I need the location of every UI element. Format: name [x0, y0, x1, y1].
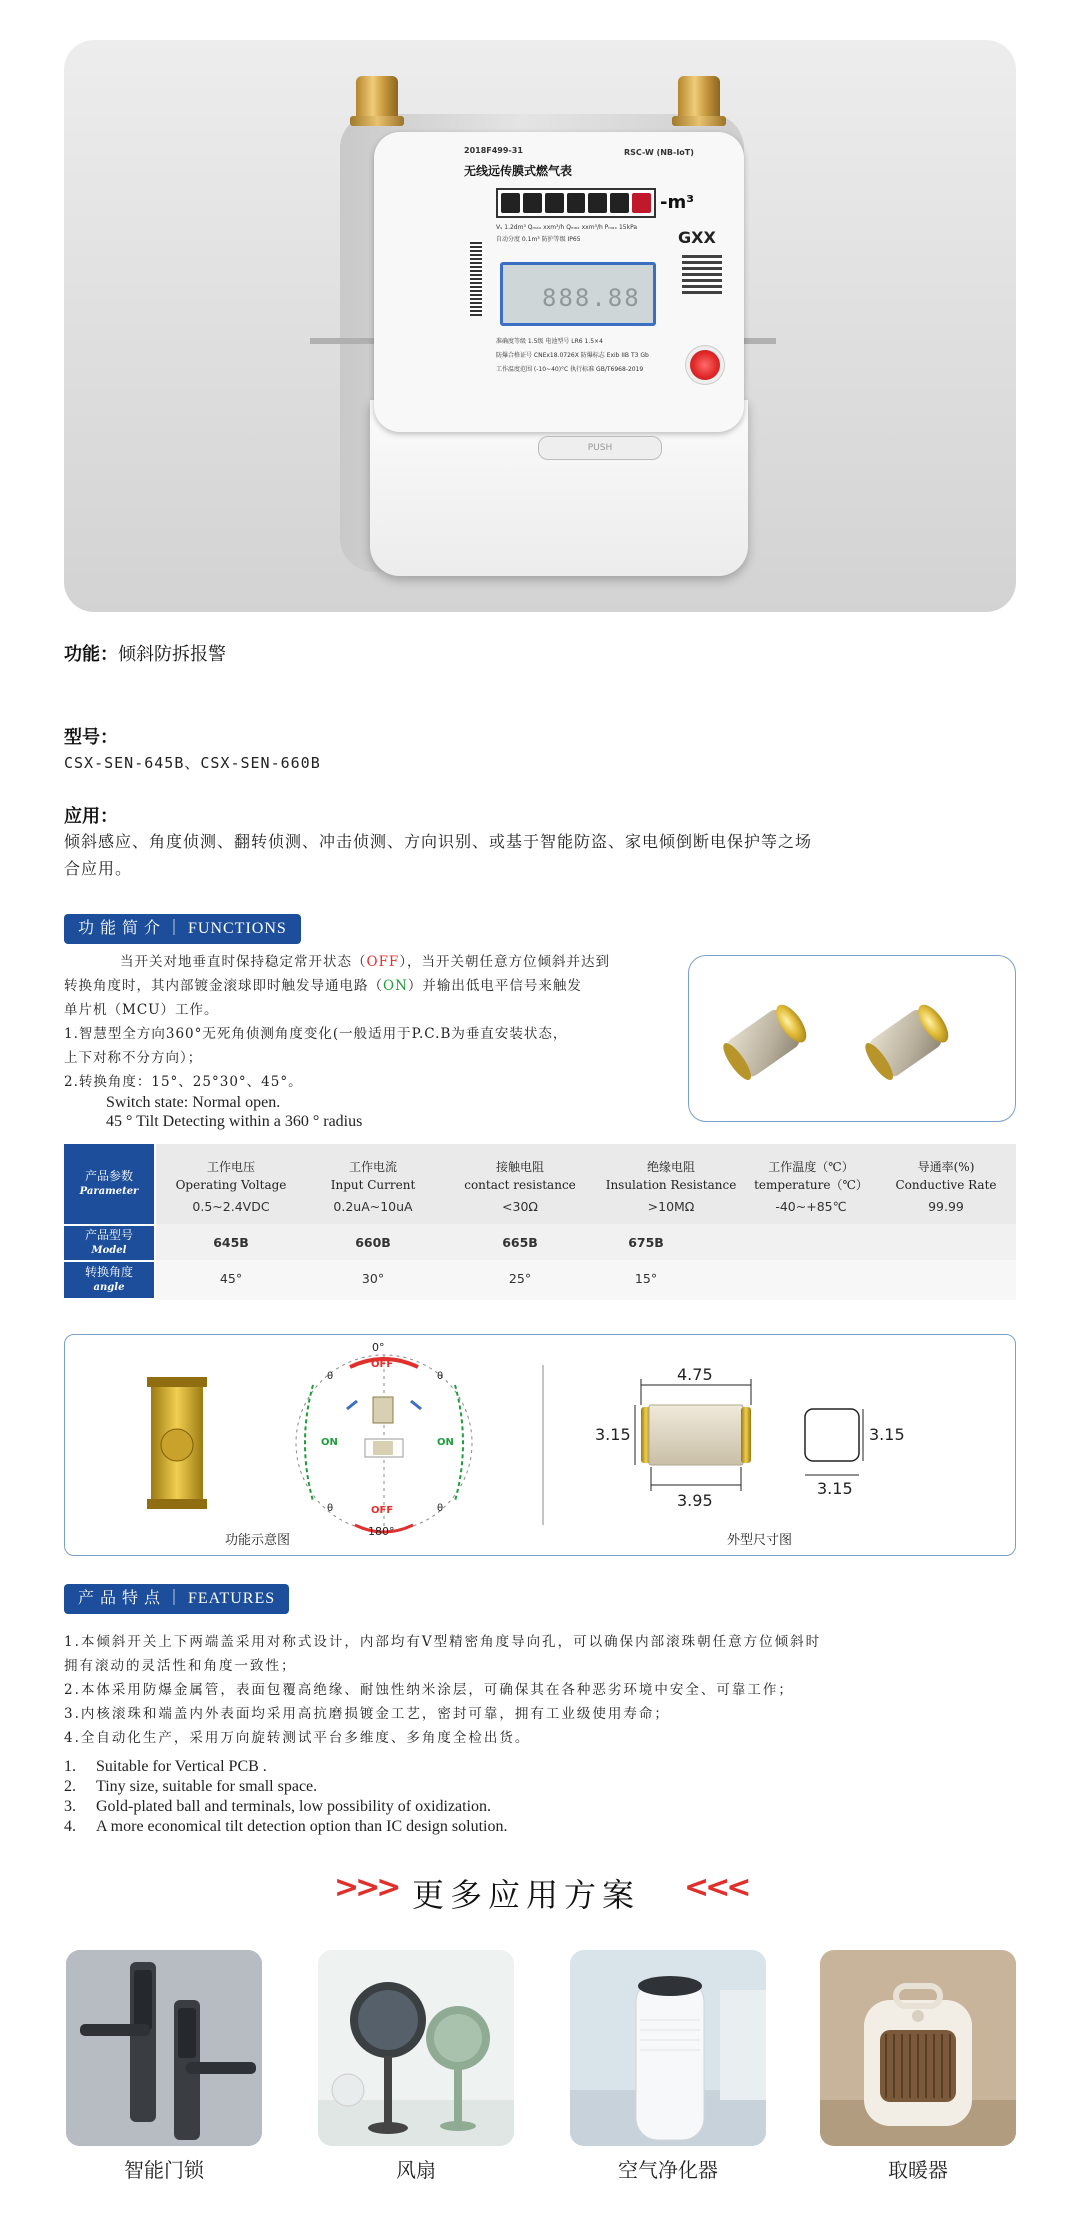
features-text: [64, 1630, 1024, 1750]
application-line-2: 合应用。: [64, 859, 133, 878]
spec-line-2: 自动分度 0.1m³ 防护等级 IP65: [496, 236, 581, 243]
functions-line-2: 转换角度时，其内部镀金滚球即时触发导通电路（ON）并输出低电平信号来触发: [64, 978, 582, 994]
theta-label: θ: [327, 1371, 334, 1382]
meter-button-icon: [690, 350, 720, 380]
dim-height: 3.15: [595, 1425, 631, 1444]
theta-label: θ: [327, 1503, 334, 1514]
app-label: 风扇: [396, 2158, 436, 2182]
table-header: 工作电压 Operating Voltage: [175, 1160, 287, 1192]
meter-inlet-pipe: [356, 76, 398, 118]
deg-top: 0°: [372, 1341, 385, 1354]
app-image-smart-lock: [66, 1950, 262, 2146]
app-label: 空气净化器: [618, 2158, 718, 2182]
function-label: 功能：: [64, 644, 118, 665]
on-label: ON: [383, 978, 408, 994]
table-cell: >10MΩ: [647, 1199, 695, 1214]
feature-en-item: 4. A more economical tilt detection option than IC design solution.: [64, 1818, 508, 1835]
feature-en-item: 1. Suitable for Vertical PCB .: [64, 1758, 267, 1775]
push-button: PUSH: [538, 436, 662, 460]
table-cell: -40~+85℃: [775, 1199, 847, 1214]
table-header: 工作电流 Input Current: [330, 1160, 416, 1192]
table-cell: 15°: [634, 1271, 658, 1286]
functions-en-2: 45 ° Tilt Detecting within a 360 ° radius: [106, 1113, 363, 1130]
application-line-1: 倾斜感应、角度侦测、翻转侦测、冲击侦测、方向识别、或基于智能防盗、家电倾倒断电保护等之场: [64, 832, 813, 851]
diagram-on-right: ON: [437, 1437, 454, 1448]
functions-line-6: 2.转换角度：15°、25°30°、45°。: [64, 1074, 303, 1090]
functions-line-1: 当开关对地垂直时保持稳定常开状态（OFF），当开关朝任意方位倾斜并达到: [120, 954, 611, 970]
meter-outlet-pipe: [678, 76, 720, 118]
feature-line-3: 3.内核滚珠和端盖内外表面均采用高抗磨损镀金工艺，密封可靠，拥有工业级使用寿命；: [64, 1706, 670, 1722]
spec-line-3: 准确度等级 1.5级 电池型号 LR6 1.5×4: [496, 338, 603, 345]
hero-product-image: [64, 40, 1016, 612]
table-cell: 660B: [355, 1235, 391, 1250]
table-header: 接触电阻 contact resistance: [464, 1160, 576, 1192]
table-cell: 675B: [628, 1235, 664, 1250]
table-cell: 30°: [361, 1271, 385, 1286]
functions-text: [64, 950, 684, 1094]
qr-code-icon: [682, 254, 722, 294]
table-cell: 45°: [219, 1271, 243, 1286]
app-image-heater: [820, 1950, 1016, 2146]
features-section-header: 产 品 特 点 ｜ FEATURES: [64, 1584, 289, 1614]
switch-photo-card: [688, 955, 1016, 1122]
table-cell: 0.5~2.4VDC: [192, 1199, 270, 1214]
table-cell: <30Ω: [502, 1199, 538, 1214]
table-cell: 665B: [502, 1235, 538, 1250]
dim-end-height: 3.15: [869, 1425, 905, 1444]
feature-line-1b: 拥有滚动的灵活性和角度一致性；: [64, 1658, 297, 1674]
feature-en-item: 2. Tiny size, suitable for small space.: [64, 1778, 318, 1795]
table-side-model: 产品型号 Model: [64, 1226, 154, 1260]
model-label: 型号：: [64, 727, 118, 748]
app-label: 取暖器: [888, 2158, 948, 2182]
dim-end-width: 3.15: [817, 1479, 853, 1498]
switch-cutaway-icon: [147, 1377, 207, 1509]
feature-line-4: 4.全自动化生产，采用万向旋转测试平台多维度、多角度全检出货。: [64, 1730, 531, 1746]
feature-line-2: 2.本体采用防爆金属管，表面包覆高绝缘、耐蚀性纳米涂层，可确保其在各种恶劣环境中安全、可靠工作；: [64, 1682, 794, 1698]
caption-function-diagram: 功能示意图: [225, 1533, 291, 1548]
functions-line-5: 上下对称不分方向）；: [64, 1050, 203, 1066]
dim-body: 3.95: [677, 1491, 713, 1510]
features-en-list: [64, 1757, 507, 1837]
table-header: 绝缘电阻 Insulation Resistance: [605, 1160, 737, 1192]
table-side-angle: 转换角度 angle: [64, 1262, 154, 1298]
spec-line-4: 防爆合格证号 CNEx18.0726X 防爆标志 Exib IIB T3 Gb: [496, 352, 649, 359]
model-code: RSC-W (NB-IoT): [624, 148, 694, 157]
caption-dimension-diagram: 外型尺寸图: [727, 1533, 793, 1548]
functions-line-3: 单片机（MCU）工作。: [64, 1002, 219, 1018]
feature-en-item: 3. Gold-plated ball and terminals, low possibility of oxidization.: [64, 1798, 492, 1815]
arrows-right-icon: <<<: [684, 1870, 748, 1905]
app-image-fan: [318, 1950, 514, 2146]
dim-length: 4.75: [677, 1365, 713, 1384]
functions-section-header: 功 能 简 介 ｜ FUNCTIONS: [64, 914, 301, 944]
table-cell: 645B: [213, 1235, 249, 1250]
app-image-air-purifier: [570, 1950, 766, 2146]
spec-line-5: 工作温度范围 (-10~40)°C 执行标准 GB/T6968-2019: [496, 366, 644, 373]
theta-label: θ: [437, 1371, 444, 1382]
function-text: 倾斜防拆报警: [118, 644, 226, 665]
table-header: 导通率(%) Conductive Rate: [895, 1160, 997, 1192]
off-label: OFF: [366, 954, 400, 970]
diagram-card: [64, 1334, 1016, 1556]
table-cell: 25°: [508, 1271, 532, 1286]
spec-line-1: Vₛ 1.2dm³ Qₘₐₓ xxm³/h Qₘₐₓ xxm³/h Pₘₐₓ 15kPa: [496, 224, 638, 231]
application-label: 应用：: [64, 806, 118, 827]
cert-code: 2018F499-31: [464, 146, 523, 155]
lcd-digits: 888.88: [542, 284, 641, 312]
functions-en-1: Switch state: Normal open.: [106, 1094, 281, 1111]
diagram-on-left: ON: [321, 1437, 338, 1448]
deg-bottom: 180°: [368, 1525, 395, 1538]
table-cell: 0.2uA~10uA: [333, 1199, 413, 1214]
table-cell: 99.99: [928, 1199, 964, 1214]
barcode-icon: [470, 240, 482, 316]
arrows-left-icon: >>>: [334, 1870, 398, 1905]
unit-label: -m³: [660, 192, 695, 213]
model-text: CSX-SEN-645B、CSX-SEN-660B: [64, 754, 321, 772]
function-line: [64, 640, 226, 666]
switch-left-icon: [719, 1000, 812, 1084]
theta-label: θ: [437, 1503, 444, 1514]
diagram-off-top: OFF: [371, 1359, 394, 1370]
mechanical-counter: [496, 188, 656, 218]
device-name: 无线远传膜式燃气表: [464, 164, 573, 178]
brand-logo: GXX: [678, 228, 716, 247]
dimension-drawing: [635, 1379, 863, 1491]
diagram-off-bottom: OFF: [371, 1505, 394, 1516]
table-header: 工作温度（℃） temperature（℃）: [754, 1160, 868, 1192]
diagram-svg: [65, 1335, 1015, 1555]
tilt-switch-photo: [689, 956, 1015, 1121]
table-side-parameter: 产品参数 Parameter: [64, 1144, 154, 1224]
switch-right-icon: [861, 1000, 954, 1084]
feature-line-1: 1.本倾斜开关上下两端盖采用对称式设计，内部均有V型精密角度导向孔，可以确保内部滚珠朝任意方位倾斜时: [64, 1634, 822, 1650]
parameter-table: [64, 1144, 1016, 1304]
app-label: 智能门锁: [124, 2158, 204, 2182]
more-title: 更多应用方案: [412, 1876, 641, 1914]
functions-line-4: 1.智慧型全方向360°无死角侦测角度变化(一般适用于P.C.B为垂直安装状态，: [64, 1026, 568, 1042]
